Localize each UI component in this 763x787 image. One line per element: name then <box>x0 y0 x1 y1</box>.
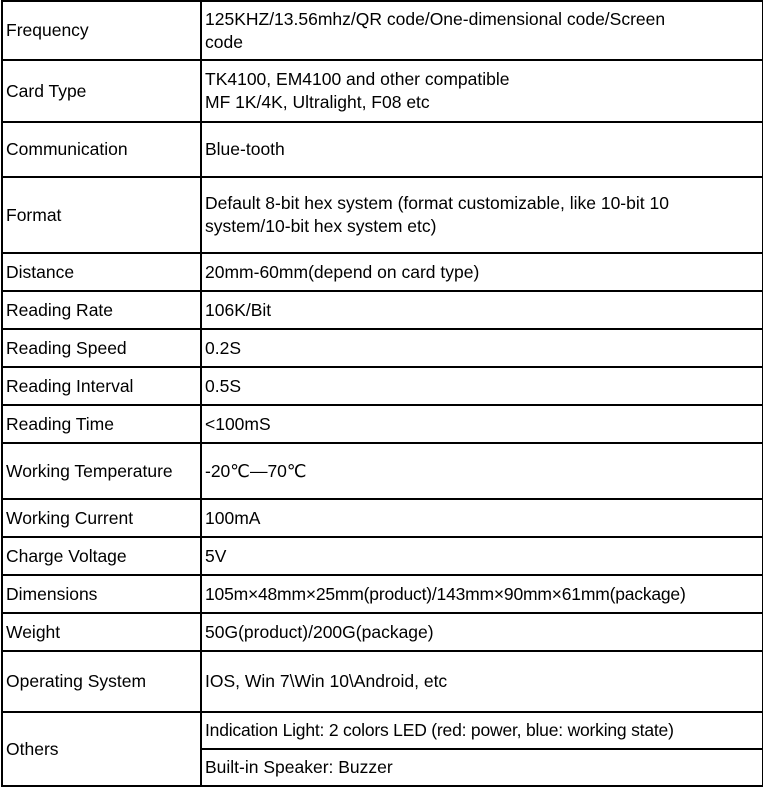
table-row <box>2 122 763 177</box>
spec-table <box>1 0 763 787</box>
table-row <box>2 651 763 712</box>
table-row <box>2 613 763 651</box>
spec-value-communication: Blue-tooth <box>201 122 763 177</box>
table-row <box>2 537 763 575</box>
spec-value-indication-light: Indication Light: 2 colors LED (red: power, blue: working state) <box>201 712 763 749</box>
spec-label-weight: Weight <box>2 613 201 651</box>
table-row <box>2 367 763 405</box>
spec-label-frequency: Frequency <box>2 1 201 60</box>
spec-label-communication: Communication <box>2 122 201 177</box>
spec-label-reading-interval: Reading Interval <box>2 367 201 405</box>
spec-label-reading-time: Reading Time <box>2 405 201 443</box>
spec-value-distance: 20mm-60mm(depend on card type) <box>201 253 763 291</box>
spec-value-frequency: 125KHZ/13.56mhz/QR code/One-dimensional code/Screen code <box>201 1 763 60</box>
spec-label-format: Format <box>2 177 201 253</box>
table-row <box>2 499 763 537</box>
spec-label-card-type: Card Type <box>2 60 201 122</box>
table-row <box>2 712 763 749</box>
spec-label-working-temperature: Working Temperature <box>2 443 201 499</box>
table-row <box>2 60 763 122</box>
spec-value-format: Default 8-bit hex system (format customizable, like 10-bit 10 system/10-bit hex system etc) <box>201 177 763 253</box>
spec-value-built-in-speaker: Built-in Speaker: Buzzer <box>201 749 763 786</box>
table-row <box>2 291 763 329</box>
spec-value-reading-interval: 0.5S <box>201 367 763 405</box>
table-row <box>2 177 763 253</box>
spec-value-reading-rate: 106K/Bit <box>201 291 763 329</box>
spec-label-distance: Distance <box>2 253 201 291</box>
table-row <box>2 443 763 499</box>
spec-value-card-type: TK4100, EM4100 and other compatible MF 1K/4K, Ultralight, F08 etc <box>201 60 763 122</box>
table-row <box>2 1 763 60</box>
table-row <box>2 253 763 291</box>
spec-label-reading-speed: Reading Speed <box>2 329 201 367</box>
spec-label-working-current: Working Current <box>2 499 201 537</box>
spec-value-working-current: 100mA <box>201 499 763 537</box>
spec-value-charge-voltage: 5V <box>201 537 763 575</box>
spec-value-reading-time: <100mS <box>201 405 763 443</box>
spec-label-operating-system: Operating System <box>2 651 201 712</box>
spec-value-reading-speed: 0.2S <box>201 329 763 367</box>
spec-value-working-temperature: -20℃—70℃ <box>201 443 763 499</box>
table-row <box>2 575 763 613</box>
spec-label-charge-voltage: Charge Voltage <box>2 537 201 575</box>
spec-value-weight: 50G(product)/200G(package) <box>201 613 763 651</box>
spec-value-operating-system: IOS, Win 7\Win 10\Android, etc <box>201 651 763 712</box>
spec-label-dimensions: Dimensions <box>2 575 201 613</box>
table-row <box>2 405 763 443</box>
table-row <box>2 329 763 367</box>
spec-label-others: Others <box>2 712 201 786</box>
spec-label-reading-rate: Reading Rate <box>2 291 201 329</box>
spec-value-dimensions: 105m×48mm×25mm(product)/143mm×90mm×61mm(package) <box>201 575 763 613</box>
